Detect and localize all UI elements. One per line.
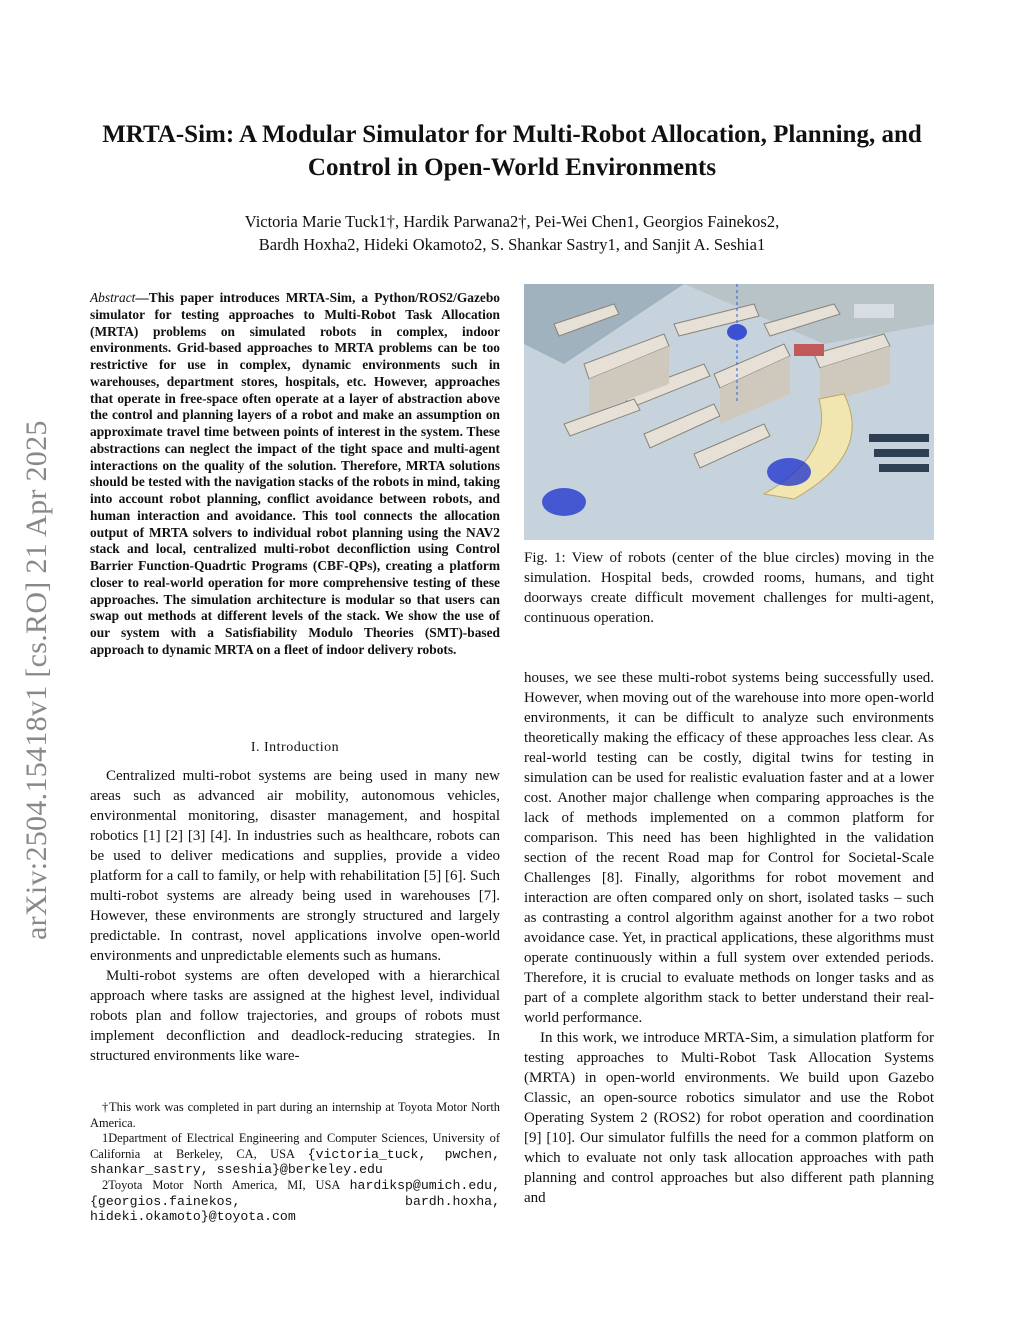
introduction-continued: [524, 668, 934, 1208]
footnote: 2Toyota Motor North America, MI, USA hardiksp@umich.edu, {georgios.fainekos, bardh.hoxha, hideki.okamoto}@toyota.com: [90, 1177, 500, 1225]
footnotes: [90, 1100, 500, 1225]
paragraph: In this work, we introduce MRTA-Sim, a simulation platform for testing approaches to Multi-Robot Task Allocation Systems (MRTA) in open-world environments. We build upon Gazebo Classic, an open-source robotics simulator and use the Robot Operating System 2 (ROS2) for robot operation and coordination [9] [10]. Our simulator fulfills the need for a common platform on which to evaluate not only task allocation approaches with path planning and control approaches but also different path planning and: [524, 1030, 934, 1206]
email-list: hardiksp@umich.edu, {georgios.fainekos, bardh.hoxha, hideki.okamoto}@toyota.com: [90, 1177, 500, 1225]
hospital-simulation-image: [524, 284, 934, 540]
paragraph: Centralized multi-robot systems are being used in many new areas such as advanced air mobility, autonomous vehicles, environmental monitoring, disaster management, and hospital robotics [1] [2] [3] [4]. In industries such as healthcare, robots can be used to deliver medications and supplies, provide a video platform for a call to family, or help with rehabilitation [5] [6]. Such multi-robot systems are already being used in warehouses [7]. However, these environments are strongly structured and largely predictable. In contrast, novel applications involve open-world environments and unpredictable elements such as humans.: [90, 768, 500, 964]
arxiv-identifier: arXiv:2504.15418v1 [cs.RO] 21 Apr 2025: [20, 420, 53, 940]
author-list: [100, 210, 924, 256]
footnote: 1Department of Electrical Engineering and Computer Sciences, University of California at Berkeley, CA, USA {victoria_tuck, pwchen, shankar_sastry, sseshia}@berkeley.edu: [90, 1131, 500, 1178]
paper-title: MRTA-Sim: A Modular Simulator for Multi-Robot Allocation, Planning, and Control in Open-World Environments: [102, 121, 922, 181]
introduction-section: [90, 740, 500, 1066]
paragraph: Multi-robot systems are often developed with a hierarchical approach where tasks are assigned at the highest level, individual robots plan and follow trajectories, and groups of robots must implement deconfliction and deadlock-reducing strategies. In structured environments like ware-: [90, 968, 500, 1064]
paragraph: houses, we see these multi-robot systems being successfully used. However, when moving out of the warehouse into more open-world environments, it can be difficult to analyze such environments theoretically making the efficacy of these approaches less clear. As real-world testing can be costly, digital twins for testing in simulation can be used for realistic evaluation faster and at a lower cost. Another major challenge when comparing approaches is the lack of methods implemented on a common platform for comparison. This need has been highlighted in the validation section of the recent Road map for Control for Societal-Scale Challenges [8]. Finally, algorithms for robot movement and interaction are often compared only on short, isolated tasks – such as contrasting a control algorithm against another for a two robot avoidance case. Yet, in practical applications, these algorithms must operate continuously within a full system over extended periods. Therefore, it is crucial to evaluate methods on longer tasks and as part of a complete algorithm stack to better understand their real-world performance.: [524, 670, 934, 1026]
authors-line-1: Victoria Marie Tuck1†, Hardik Parwana2†, Pei-Wei Chen1, Georgios Fainekos2,: [244, 212, 780, 231]
section-heading: I. Introduction: [250, 740, 340, 755]
abstract-label: Abstract: [90, 290, 136, 305]
email-list: {victoria_tuck, pwchen, shankar_sastry, sseshia}@berkeley.edu: [90, 1146, 500, 1178]
authors-line-2: Bardh Hoxha2, Hideki Okamoto2, S. Shankar Sastry1, and Sanjit A. Seshia1: [258, 235, 766, 254]
abstract: [90, 290, 500, 659]
abstract-text: —This paper introduces MRTA-Sim, a Python/ROS2/Gazebo simulator for testing approaches to Multi-Robot Task Allocation (MRTA) problems on simulated robots in complex, indoor environments. Grid-based approaches to MRTA problems can be too restrictive for use in complex, dynamic environments such in warehouses, department stores, hospitals, etc. However, approaches that operate in free-space often operate at a layer of abstraction above the control and planning layers of a robot and make an assumption on approximate travel time between points of interest in the system. These abstractions can neglect the impact of the tight space and multi-agent interactions on the quality of the solution. Therefore, MRTA solutions should be tested with the navigation stacks of the robots in mind, taking into account robot planning, conflict avoidance between robots, and human interaction and avoidance. This tool connects the allocation output of MRTA solvers to individual robot planning using the NAV2 stack and local, centralized multi-robot deconfliction using Control Barrier Function-Quadrtic Programs (CBF-QPs), creating a platform closer to real-world operation for more comprehensive testing of these approaches. The simulation architecture is modular so that users can swap out methods at different levels of the stack. We show the use of our system with a Satisfiability Modulo Theories (SMT)-based approach to dynamic MRTA on a fleet of indoor delivery robots.: [90, 290, 500, 657]
simulation-figure: [524, 284, 934, 540]
footnote: †This work was completed in part during an internship at Toyota Motor North America.: [90, 1100, 500, 1130]
figure-caption: Fig. 1: View of robots (center of the blue circles) moving in the simulation. Hospital beds, crowded rooms, humans, and tight doorways create difficult movement challenges for multi-agent, continuous operation.: [524, 550, 934, 626]
